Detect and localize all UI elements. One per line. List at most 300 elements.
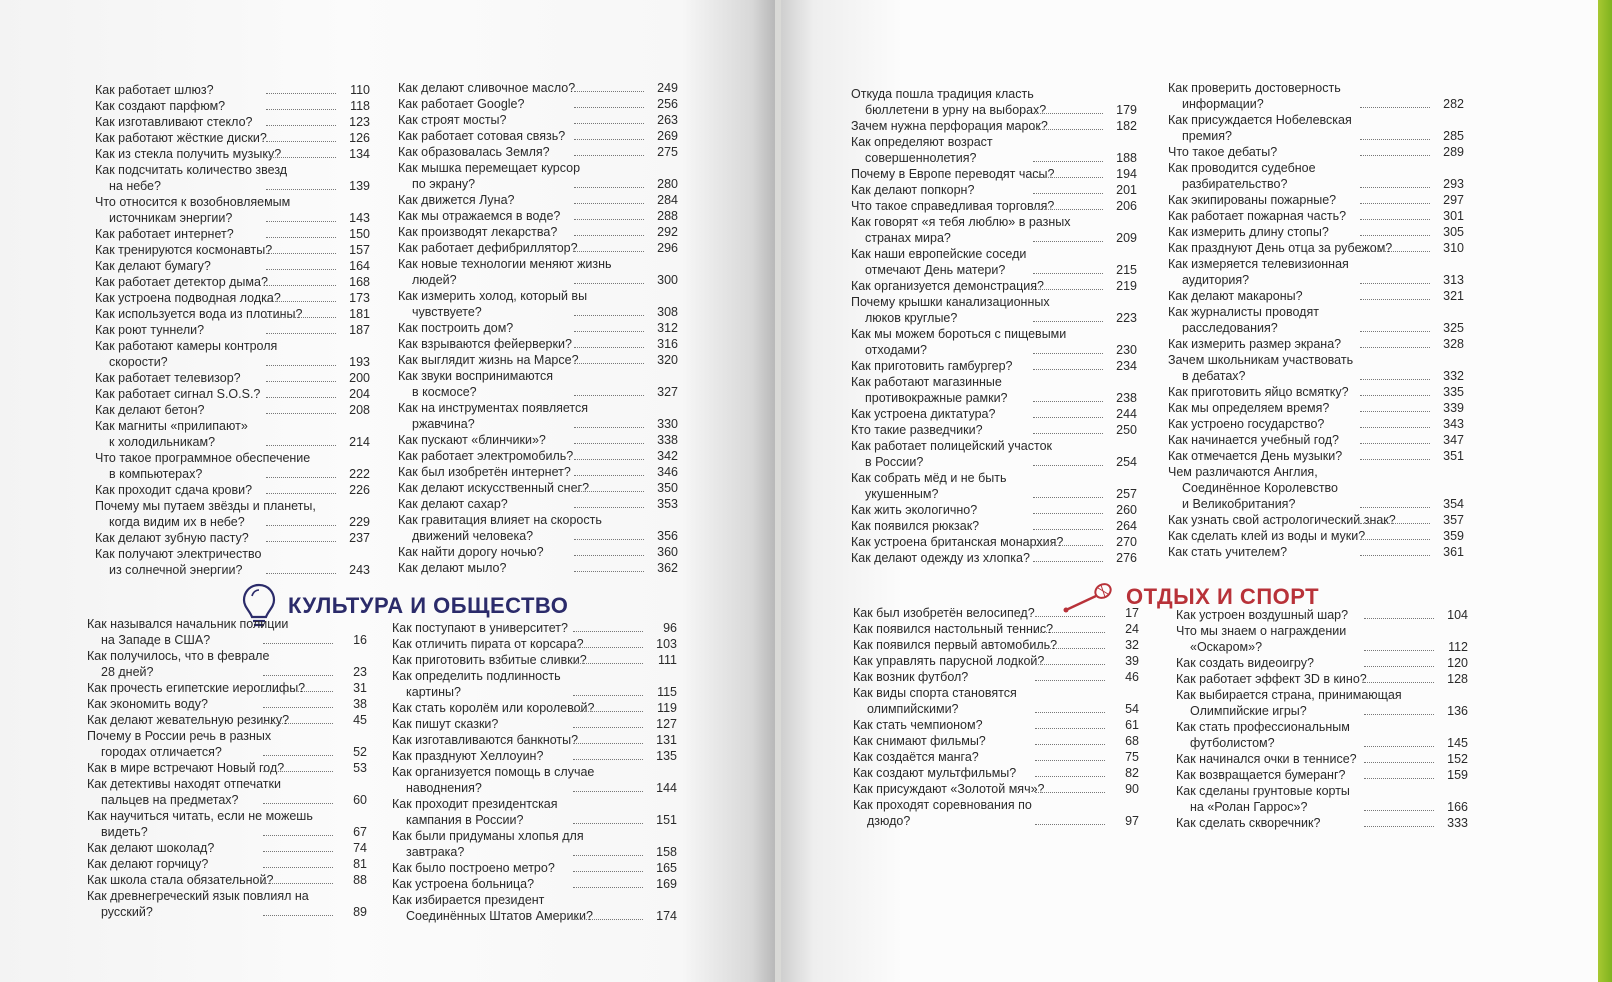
dot-leader bbox=[266, 301, 336, 302]
dot-leader bbox=[1360, 555, 1430, 556]
dot-leader bbox=[1360, 107, 1430, 108]
entry-page-number: 280 bbox=[657, 177, 678, 191]
dot-leader bbox=[263, 691, 333, 692]
toc-column-sport-1 bbox=[853, 605, 1139, 829]
entry-question: Как определяют возраст bbox=[851, 135, 993, 149]
entry-question-continued: на Западе в США? bbox=[101, 633, 211, 647]
dot-leader bbox=[574, 219, 644, 220]
toc-entry bbox=[95, 82, 370, 98]
toc-entry bbox=[1168, 416, 1464, 432]
entry-page-number: 165 bbox=[656, 861, 677, 875]
toc-entry bbox=[1176, 815, 1468, 831]
dot-leader bbox=[1360, 219, 1430, 220]
entry-question-continued: картины? bbox=[406, 685, 461, 699]
dot-leader bbox=[266, 253, 336, 254]
dot-leader bbox=[574, 347, 644, 348]
dot-leader bbox=[1033, 353, 1103, 354]
dot-leader bbox=[1033, 177, 1103, 178]
dot-leader bbox=[574, 235, 644, 236]
entry-question: Как делают одежду из хлопка? bbox=[851, 551, 1030, 565]
entry-page-number: 208 bbox=[349, 403, 370, 417]
dot-leader bbox=[573, 727, 643, 728]
entry-question-continued: футболистом? bbox=[1190, 736, 1275, 750]
dot-leader bbox=[1033, 561, 1103, 562]
toc-entry bbox=[392, 636, 677, 652]
entry-page-number: 173 bbox=[349, 291, 370, 305]
entry-question: Как журналисты проводят bbox=[1168, 305, 1319, 319]
entry-question: Как создать видеоигру? bbox=[1176, 656, 1314, 670]
toc-entry bbox=[1168, 336, 1464, 352]
dot-leader bbox=[1360, 299, 1430, 300]
entry-question: Как школа стала обязательной? bbox=[87, 873, 274, 887]
entry-question: Зачем школьникам участвовать bbox=[1168, 353, 1354, 367]
entry-page-number: 157 bbox=[349, 243, 370, 257]
toc-entry bbox=[392, 828, 677, 860]
entry-question-continued: в компьютерах? bbox=[109, 467, 203, 481]
dot-leader bbox=[1035, 776, 1105, 777]
entry-page-number: 179 bbox=[1116, 103, 1137, 117]
dot-leader bbox=[573, 759, 643, 760]
entry-question: Как наши европейские соседи bbox=[851, 247, 1027, 261]
entry-question: Как возник футбол? bbox=[853, 670, 969, 684]
entry-question: Как детективы находят отпечатки bbox=[87, 777, 281, 791]
toc-entry bbox=[1168, 256, 1464, 288]
toc-entry bbox=[87, 776, 367, 808]
toc-entry bbox=[398, 192, 678, 208]
toc-entry bbox=[392, 652, 677, 668]
toc-entry bbox=[392, 876, 677, 892]
dot-leader bbox=[266, 237, 336, 238]
entry-page-number: 134 bbox=[349, 147, 370, 161]
dot-leader bbox=[1360, 347, 1430, 348]
entry-question: Как работает дефибриллятор? bbox=[398, 241, 578, 255]
entry-page-number: 260 bbox=[1116, 503, 1137, 517]
dot-leader bbox=[266, 125, 336, 126]
toc-entry bbox=[851, 198, 1137, 214]
toc-entry bbox=[87, 648, 367, 680]
toc-entry bbox=[95, 242, 370, 258]
dot-leader bbox=[263, 707, 333, 708]
entry-question-continued: людей? bbox=[412, 273, 457, 287]
entry-page-number: 222 bbox=[349, 467, 370, 481]
entry-question-continued: Соединённых Штатов Америки? bbox=[406, 909, 593, 923]
toc-entry bbox=[853, 733, 1139, 749]
entry-page-number: 168 bbox=[349, 275, 370, 289]
toc-column-society-4 bbox=[1168, 80, 1464, 560]
dot-leader bbox=[263, 803, 333, 804]
dot-leader bbox=[1360, 427, 1430, 428]
entry-question: Как работают жёсткие диски? bbox=[95, 131, 267, 145]
dot-leader bbox=[573, 791, 643, 792]
entry-question: Как работает электромобиль? bbox=[398, 449, 574, 463]
toc-entry bbox=[1168, 224, 1464, 240]
entry-page-number: 250 bbox=[1116, 423, 1137, 437]
toc-entry bbox=[851, 246, 1137, 278]
toc-entry bbox=[95, 418, 370, 450]
entry-question: Как появился рюкзак? bbox=[851, 519, 980, 533]
entry-question-continued: бюллетени в урну на выборах? bbox=[865, 103, 1047, 117]
entry-question: Как измерить длину стопы? bbox=[1168, 225, 1329, 239]
entry-question: Как работают камеры контроля bbox=[95, 339, 278, 353]
entry-question: Как прочесть египетские иероглифы? bbox=[87, 681, 306, 695]
entry-question-continued: отмечают День матери? bbox=[865, 263, 1006, 277]
dot-leader bbox=[574, 155, 644, 156]
toc-entry bbox=[851, 182, 1137, 198]
toc-entry bbox=[1176, 767, 1468, 783]
entry-page-number: 288 bbox=[657, 209, 678, 223]
toc-entry bbox=[1168, 384, 1464, 400]
toc-entry bbox=[1168, 112, 1464, 144]
toc-entry bbox=[392, 700, 677, 716]
toc-entry bbox=[851, 358, 1137, 374]
dot-leader bbox=[263, 835, 333, 836]
toc-column-science-1 bbox=[95, 82, 370, 578]
toc-entry bbox=[392, 620, 677, 636]
entry-question: Как выбирается страна, принимающая bbox=[1176, 688, 1402, 702]
entry-question: Как делают макароны? bbox=[1168, 289, 1303, 303]
entry-page-number: 356 bbox=[657, 529, 678, 543]
toc-entry bbox=[87, 808, 367, 840]
toc-entry bbox=[851, 550, 1137, 566]
entry-question-continued: источникам энергии? bbox=[109, 211, 233, 225]
entry-question: Как создают мультфильмы? bbox=[853, 766, 1017, 780]
dot-leader bbox=[573, 919, 643, 920]
toc-entry bbox=[851, 294, 1137, 326]
entry-page-number: 351 bbox=[1443, 449, 1464, 463]
dot-leader bbox=[263, 723, 333, 724]
toc-entry bbox=[398, 432, 678, 448]
dot-leader bbox=[266, 141, 336, 142]
entry-question: Как взрываются фейерверки? bbox=[398, 337, 572, 351]
dot-leader bbox=[1360, 507, 1430, 508]
entry-page-number: 313 bbox=[1443, 273, 1464, 287]
entry-page-number: 150 bbox=[349, 227, 370, 241]
dot-leader bbox=[1035, 760, 1105, 761]
toc-entry bbox=[1176, 719, 1468, 751]
dot-leader bbox=[266, 381, 336, 382]
toc-entry bbox=[95, 450, 370, 482]
entry-page-number: 275 bbox=[657, 145, 678, 159]
entry-question: Почему в России речь в разных bbox=[87, 729, 272, 743]
entry-question-continued: ржавчина? bbox=[412, 417, 475, 431]
entry-question-continued: видеть? bbox=[101, 825, 148, 839]
dot-leader bbox=[1033, 497, 1103, 498]
entry-question-continued: скорости? bbox=[109, 355, 168, 369]
dot-leader bbox=[574, 507, 644, 508]
entry-question: Как устроена британская монархия? bbox=[851, 535, 1064, 549]
entry-question: Что мы знаем о награждении bbox=[1176, 624, 1347, 638]
toc-entry bbox=[851, 438, 1137, 470]
toc-entry bbox=[392, 892, 677, 924]
entry-page-number: 139 bbox=[349, 179, 370, 193]
entry-page-number: 96 bbox=[663, 621, 677, 635]
toc-entry bbox=[1168, 288, 1464, 304]
dot-leader bbox=[266, 477, 336, 478]
entry-page-number: 32 bbox=[1125, 638, 1139, 652]
entry-page-number: 181 bbox=[349, 307, 370, 321]
dot-leader bbox=[1360, 395, 1430, 396]
entry-page-number: 362 bbox=[657, 561, 678, 575]
toc-entry bbox=[398, 544, 678, 560]
entry-question-continued: и Великобритания? bbox=[1182, 497, 1296, 511]
toc-entry bbox=[1176, 687, 1468, 719]
entry-page-number: 308 bbox=[657, 305, 678, 319]
entry-page-number: 193 bbox=[349, 355, 370, 369]
entry-question: Как приготовить гамбургер? bbox=[851, 359, 1013, 373]
entry-page-number: 305 bbox=[1443, 225, 1464, 239]
dot-leader bbox=[263, 883, 333, 884]
toc-entry bbox=[1168, 304, 1464, 336]
entry-question-continued: в России? bbox=[865, 455, 924, 469]
entry-question: Как делают зубную пасту? bbox=[95, 531, 249, 545]
entry-page-number: 68 bbox=[1125, 734, 1139, 748]
entry-page-number: 321 bbox=[1443, 289, 1464, 303]
entry-page-number: 103 bbox=[656, 637, 677, 651]
entry-question: Как строят мосты? bbox=[398, 113, 507, 127]
toc-entry bbox=[87, 696, 367, 712]
entry-page-number: 209 bbox=[1116, 231, 1137, 245]
dot-leader bbox=[573, 743, 643, 744]
entry-page-number: 145 bbox=[1447, 736, 1468, 750]
entry-question: Как измеряется телевизионная bbox=[1168, 257, 1349, 271]
entry-page-number: 119 bbox=[657, 701, 677, 715]
toc-entry bbox=[853, 781, 1139, 797]
entry-question-continued: отходами? bbox=[865, 343, 927, 357]
entry-question-continued: движений человека? bbox=[412, 529, 534, 543]
entry-question: Как стать профессиональным bbox=[1176, 720, 1350, 734]
dot-leader bbox=[574, 139, 644, 140]
dot-leader bbox=[266, 445, 336, 446]
entry-page-number: 354 bbox=[1443, 497, 1464, 511]
toc-entry bbox=[851, 502, 1137, 518]
toc-entry bbox=[398, 256, 678, 288]
entry-page-number: 16 bbox=[353, 633, 367, 647]
dot-leader bbox=[573, 711, 643, 712]
dot-leader bbox=[573, 647, 643, 648]
dot-leader bbox=[263, 643, 333, 644]
toc-entry bbox=[392, 668, 677, 700]
entry-question: Как мышка перемещает курсор bbox=[398, 161, 581, 175]
entry-page-number: 38 bbox=[353, 697, 367, 711]
entry-question-continued: городах отличается? bbox=[101, 745, 222, 759]
entry-page-number: 342 bbox=[657, 449, 678, 463]
dot-leader bbox=[1360, 139, 1430, 140]
toc-entry bbox=[398, 400, 678, 432]
entry-page-number: 188 bbox=[1116, 151, 1137, 165]
entry-page-number: 135 bbox=[656, 749, 677, 763]
entry-question: Как получилось, что в феврале bbox=[87, 649, 270, 663]
entry-question: Как начинался очки в теннисе? bbox=[1176, 752, 1357, 766]
toc-entry bbox=[95, 322, 370, 338]
entry-question: Как мы определяем время? bbox=[1168, 401, 1330, 415]
dot-leader bbox=[574, 427, 644, 428]
entry-question: Как измерить холод, который вы bbox=[398, 289, 588, 303]
toc-entry bbox=[95, 482, 370, 498]
entry-question: Как присуждают «Золотой мяч»? bbox=[853, 782, 1045, 796]
dot-leader bbox=[1035, 680, 1105, 681]
entry-page-number: 61 bbox=[1125, 718, 1139, 732]
dot-leader bbox=[266, 525, 336, 526]
entry-page-number: 230 bbox=[1116, 343, 1137, 357]
entry-page-number: 126 bbox=[349, 131, 370, 145]
entry-question: Как экономить воду? bbox=[87, 697, 208, 711]
toc-entry bbox=[851, 518, 1137, 534]
entry-page-number: 127 bbox=[656, 717, 677, 731]
entry-question: Как работает эффект 3D в кино? bbox=[1176, 672, 1367, 686]
entry-question: Как роют туннели? bbox=[95, 323, 205, 337]
dot-leader bbox=[574, 539, 644, 540]
toc-entry bbox=[398, 320, 678, 336]
entry-page-number: 23 bbox=[353, 665, 367, 679]
toc-entry bbox=[851, 326, 1137, 358]
entry-question-continued: в дебатах? bbox=[1182, 369, 1246, 383]
entry-question: Как назывался начальник полиции bbox=[87, 617, 289, 631]
entry-question: Как делают сахар? bbox=[398, 497, 508, 511]
entry-question: Как появился первый автомобиль? bbox=[853, 638, 1058, 652]
entry-question-continued: пальцев на предметах? bbox=[101, 793, 239, 807]
page-edge bbox=[1598, 0, 1612, 982]
badminton-racket-icon bbox=[1060, 580, 1116, 614]
entry-page-number: 328 bbox=[1443, 337, 1464, 351]
entry-question: Как делают искусственный снег? bbox=[398, 481, 590, 495]
entry-page-number: 289 bbox=[1443, 145, 1464, 159]
entry-question: Как работает Google? bbox=[398, 97, 525, 111]
dot-leader bbox=[266, 413, 336, 414]
entry-page-number: 282 bbox=[1443, 97, 1464, 111]
dot-leader bbox=[1364, 618, 1434, 619]
entry-question-continued: чувствуете? bbox=[412, 305, 482, 319]
entry-question: Как работает полицейский участок bbox=[851, 439, 1052, 453]
entry-question-continued: наводнения? bbox=[406, 781, 482, 795]
entry-question: Как работает шлюз? bbox=[95, 83, 214, 97]
entry-page-number: 285 bbox=[1443, 129, 1464, 143]
entry-question: Как устроено государство? bbox=[1168, 417, 1325, 431]
toc-entry bbox=[87, 872, 367, 888]
toc-entry bbox=[1168, 160, 1464, 192]
entry-question: Как сделаны грунтовые корты bbox=[1176, 784, 1350, 798]
dot-leader bbox=[266, 93, 336, 94]
toc-entry bbox=[95, 498, 370, 530]
entry-question: Как построить дом? bbox=[398, 321, 514, 335]
dot-leader bbox=[574, 363, 644, 364]
dot-leader bbox=[574, 475, 644, 476]
dot-leader bbox=[574, 315, 644, 316]
entry-question: Как проходит президентская bbox=[392, 797, 558, 811]
entry-question: Как был изобретён велосипед? bbox=[853, 606, 1035, 620]
toc-entry bbox=[87, 680, 367, 696]
entry-question: Как проводится судебное bbox=[1168, 161, 1316, 175]
dot-leader bbox=[266, 333, 336, 334]
toc-entry bbox=[398, 240, 678, 256]
entry-question: Как выглядит жизнь на Марсе? bbox=[398, 353, 579, 367]
entry-page-number: 82 bbox=[1125, 766, 1139, 780]
culture-section-title: КУЛЬТУРА И ОБЩЕСТВО bbox=[288, 593, 569, 618]
entry-question: Как изготавливают стекло? bbox=[95, 115, 253, 129]
entry-page-number: 284 bbox=[657, 193, 678, 207]
entry-page-number: 244 bbox=[1116, 407, 1137, 421]
entry-question-continued: когда видим их в небе? bbox=[109, 515, 245, 529]
entry-page-number: 219 bbox=[1116, 279, 1137, 293]
dot-leader bbox=[573, 663, 643, 664]
entry-question: Как появился настольный теннис? bbox=[853, 622, 1054, 636]
entry-page-number: 243 bbox=[349, 563, 370, 577]
toc-entry bbox=[398, 352, 678, 368]
entry-page-number: 339 bbox=[1443, 401, 1464, 415]
entry-question-continued: Олимпийские игры? bbox=[1190, 704, 1307, 718]
entry-question: Как стать чемпионом? bbox=[853, 718, 983, 732]
entry-question-continued: противокражные рамки? bbox=[865, 391, 1008, 405]
entry-page-number: 111 bbox=[657, 653, 677, 667]
entry-page-number: 110 bbox=[350, 83, 370, 97]
toc-entry bbox=[392, 796, 677, 828]
dot-leader bbox=[266, 365, 336, 366]
toc-entry bbox=[95, 130, 370, 146]
dot-leader bbox=[1360, 251, 1430, 252]
toc-entry bbox=[95, 386, 370, 402]
entry-question: Как работает пожарная часть? bbox=[1168, 209, 1347, 223]
entry-question: Как движется Луна? bbox=[398, 193, 515, 207]
toc-entry bbox=[95, 226, 370, 242]
entry-page-number: 269 bbox=[657, 129, 678, 143]
dot-leader bbox=[1360, 459, 1430, 460]
entry-question: Как устроен воздушный шар? bbox=[1176, 608, 1349, 622]
entry-question-continued: по экрану? bbox=[412, 177, 476, 191]
entry-question: Как образовалась Земля? bbox=[398, 145, 550, 159]
toc-entry bbox=[853, 797, 1139, 829]
entry-page-number: 359 bbox=[1443, 529, 1464, 543]
entry-question: Как устроена больница? bbox=[392, 877, 535, 891]
toc-entry bbox=[851, 406, 1137, 422]
entry-question-continued: на небе? bbox=[109, 179, 161, 193]
entry-page-number: 223 bbox=[1116, 311, 1137, 325]
dot-leader bbox=[574, 443, 644, 444]
toc-entry bbox=[95, 546, 370, 578]
entry-page-number: 123 bbox=[349, 115, 370, 129]
toc-entry bbox=[1168, 352, 1464, 384]
entry-question: Как стать учителем? bbox=[1168, 545, 1288, 559]
entry-page-number: 338 bbox=[657, 433, 678, 447]
entry-question: Как производят лекарства? bbox=[398, 225, 558, 239]
entry-question: Как мы отражаемся в воде? bbox=[398, 209, 561, 223]
right-page bbox=[781, 0, 1598, 982]
dot-leader bbox=[574, 203, 644, 204]
toc-entry bbox=[1168, 528, 1464, 544]
entry-page-number: 343 bbox=[1443, 417, 1464, 431]
toc-entry bbox=[1168, 432, 1464, 448]
entry-page-number: 357 bbox=[1443, 513, 1464, 527]
toc-entry bbox=[87, 760, 367, 776]
entry-page-number: 206 bbox=[1116, 199, 1137, 213]
entry-question-continued: люков круглые? bbox=[865, 311, 958, 325]
toc-entry bbox=[851, 134, 1137, 166]
entry-page-number: 46 bbox=[1125, 670, 1139, 684]
entry-question-continued: завтрака? bbox=[406, 845, 465, 859]
toc-entry bbox=[1176, 623, 1468, 655]
entry-page-number: 152 bbox=[1447, 752, 1468, 766]
dot-leader bbox=[1033, 209, 1103, 210]
entry-page-number: 347 bbox=[1443, 433, 1464, 447]
toc-entry bbox=[398, 336, 678, 352]
entry-question: Как подсчитать количество звезд bbox=[95, 163, 288, 177]
entry-question: Как организуется помощь в случае bbox=[392, 765, 595, 779]
dot-leader bbox=[574, 91, 644, 92]
entry-question: Как найти дорогу ночью? bbox=[398, 545, 544, 559]
toc-entry bbox=[1168, 400, 1464, 416]
entry-page-number: 187 bbox=[349, 323, 370, 337]
dot-leader bbox=[1033, 289, 1103, 290]
entry-page-number: 74 bbox=[353, 841, 367, 855]
dot-leader bbox=[574, 187, 644, 188]
